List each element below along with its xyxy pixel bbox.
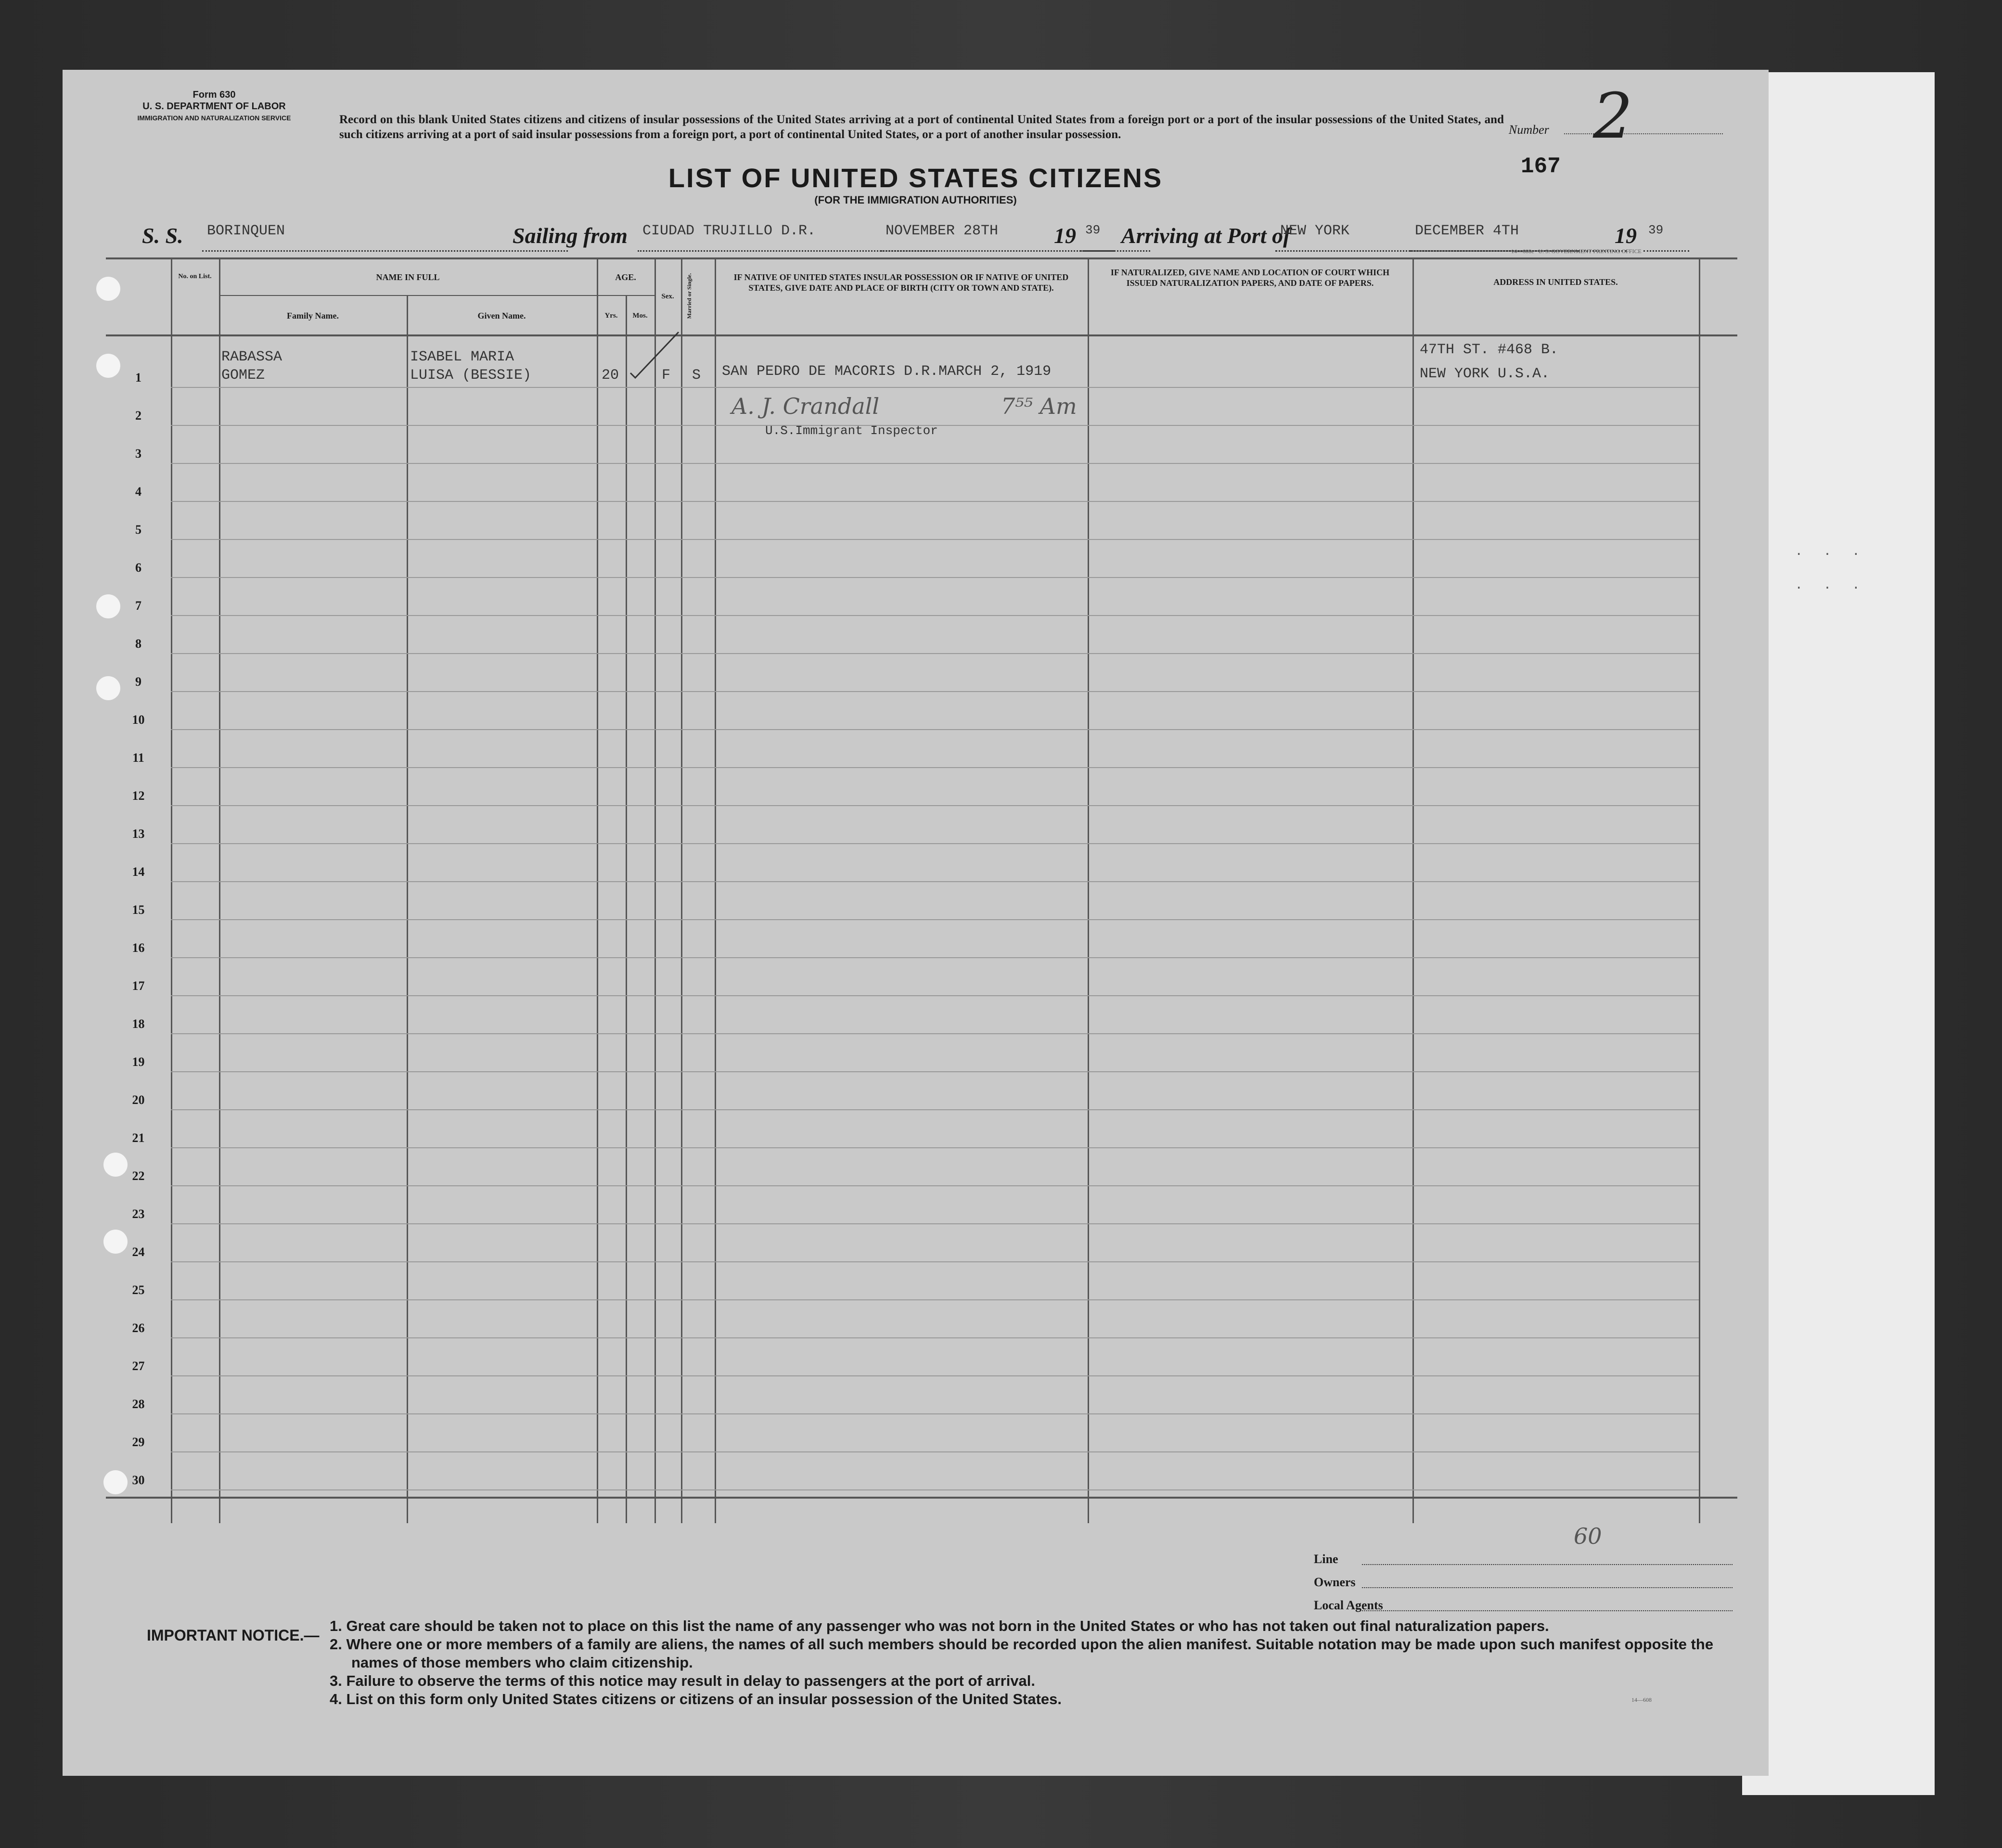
arrival-date: DECEMBER 4TH [1410,223,1627,252]
col-divider [219,257,220,1523]
notice-item-2: 2. Where one or more members of a family are aliens, the names of all such members should be recorded upon the alien manifest. Suitable notation may be made upon such manifest opposite the names of those members who claim citizenship. [330,1636,1714,1671]
punch-hole [96,277,120,301]
row-rule [171,1071,1699,1072]
age-years: 20 [602,367,619,384]
table-bottom-rule [106,1497,1737,1499]
row-rule [171,729,1699,730]
form-number: Form 630 [192,90,236,100]
name-subheader-rule [219,295,638,296]
col-header-given: Given Name. [477,311,526,321]
marital-value: S [692,367,701,384]
punch-hole [103,1153,128,1177]
row-number: 18 [132,1017,145,1031]
row-number: 15 [132,903,145,917]
print-code: 14—608c U. S. GOVERNMENT PRINTING OFFICE [1511,248,1642,255]
row-rule [171,615,1699,616]
arrival-port: NEW YORK [1275,223,1578,252]
row-number: 6 [135,561,141,575]
col-header-no: No. on List. [178,273,212,280]
col-header-name: NAME IN FULL [376,272,440,282]
col-divider [681,257,682,1523]
row-number: 7 [135,599,141,613]
inspection-time: 7⁵⁵ Am [1001,393,1077,419]
row-rule [171,1413,1699,1414]
inspector-signature: A. J. Crandall [732,393,880,419]
row-number: 27 [132,1359,145,1373]
form-instructions: Record on this blank United States citizens and citizens of insular possessions of the United States arriving at a port of continental United States from a foreign port or a port of the insular possessions of the United States, and such citizens arriving at a port of said insular possessions from a foreign port, a port of continental United States, or a port of another insular possession. [339,113,1504,141]
row-number: 9 [135,675,141,689]
page-mark: . . . [1795,578,1867,592]
col-header-age: AGE. [615,272,636,282]
row-rule [171,767,1699,768]
row-rule [171,539,1699,540]
row-number: 13 [132,827,145,841]
margin-note: 60 [1574,1523,1602,1549]
page-subtitle: (FOR THE IMMIGRATION AUTHORITIES) [814,194,1017,206]
given-name-line-2: LUISA (BESSIE) [410,367,532,384]
line-label: Line [1314,1552,1338,1566]
col-header-yrs: Yrs. [604,312,618,320]
important-notice [330,1617,1749,1708]
row-number: 25 [132,1283,145,1297]
row-rule [171,501,1699,502]
table-top-rule [106,257,1737,259]
departure-port: CIUDAD TRUJILLO D.R. [638,223,936,252]
row-number: 24 [132,1245,145,1259]
row-number: 21 [132,1131,145,1145]
row-number: 10 [132,713,145,727]
given-name-line-1: ISABEL MARIA [410,349,514,365]
departure-date: NOVEMBER 28TH [881,223,1150,252]
col-divider [171,257,172,1523]
punch-hole [103,1230,128,1254]
col-divider [597,257,598,1523]
arrival-year: 39 [1643,223,1689,252]
row-rule [171,805,1699,806]
col-divider [1699,257,1700,1523]
row-rule [171,881,1699,882]
row-number: 28 [132,1397,145,1411]
row-rule [171,463,1699,464]
form-tag: 14—608 [1631,1696,1652,1703]
row-rule [171,1109,1699,1110]
row-number: 30 [132,1473,145,1487]
row-rule [171,1337,1699,1338]
row-number: 29 [132,1435,145,1449]
row-number: 26 [132,1321,145,1335]
row-number: 8 [135,637,141,651]
department-header [106,89,322,124]
col-header-birth: IF NATIVE OF UNITED STATES INSULAR POSSESSION OR IF NATIVE OF UNITED STATES, GIVE DATE AND PLACE OF BIRTH (CITY OR TOWN AND STATE). [733,272,1069,293]
number-label: Number [1509,123,1549,137]
row-number: 5 [135,523,141,537]
row-rule [171,995,1699,996]
page-mark: . . . [1795,544,1867,558]
handwritten-number: 2 [1593,79,1633,153]
notice-item-4: 4. List on this form only United States citizens or citizens of an insular possession of the United States. [330,1691,1062,1707]
col-header-naturalized: IF NATURALIZED, GIVE NAME AND LOCATION OF COURT WHICH ISSUED NATURALIZATION PAPERS, AND DATE OF PAPERS. [1110,268,1390,288]
page-title: LIST OF UNITED STATES CITIZENS [668,163,1163,193]
col-header-address: ADDRESS IN UNITED STATES. [1493,277,1618,287]
row-number: 2 [135,409,141,423]
row-rule [171,1299,1699,1300]
ss-label: S. S. [142,223,183,248]
check-mark [628,330,681,383]
service-name: IMMIGRATION AND NATURALIZATION SERVICE [137,114,291,122]
col-header-sex: Sex. [661,293,674,300]
col-header-marital: Married or Single. [686,273,693,319]
row-rule [171,653,1699,654]
row-rule [171,1489,1699,1490]
family-name-line-1: RABASSA [221,349,282,365]
row-rule [171,919,1699,920]
row-rule [171,1223,1699,1224]
punch-hole [96,354,120,378]
row-rule [171,957,1699,958]
line-field [1362,1564,1732,1565]
notice-item-1: 1. Great care should be taken not to place on this list the name of any passenger who was not born in the United States or who has not taken out final naturalization papers. [330,1617,1549,1634]
family-name-line-2: GOMEZ [221,367,265,384]
ship-name: BORINQUEN [202,223,568,252]
number-line [1564,133,1723,134]
row-number: 19 [132,1055,145,1069]
notice-heading: IMPORTANT NOTICE.— [147,1627,320,1644]
row-rule [171,1033,1699,1034]
row-rule [171,577,1699,578]
row-number: 23 [132,1207,145,1221]
owners-label: Owners [1314,1575,1356,1589]
punch-hole [96,594,120,618]
punch-hole [103,1470,128,1494]
departure-year: 39 [1080,223,1114,252]
row-number: 12 [132,789,145,803]
row-rule [171,691,1699,692]
row-rule [171,1261,1699,1262]
passenger-table [106,257,1737,1523]
arriving-label: Arriving at Port of [1121,223,1291,248]
row-rule [171,1185,1699,1186]
col-divider [1088,257,1089,1523]
row-number: 14 [132,865,145,879]
row-rule [171,1451,1699,1452]
header-bottom-rule [106,334,1737,336]
department-name: U. S. DEPARTMENT OF LABOR [142,101,286,112]
row-rule [171,843,1699,844]
notice-item-3: 3. Failure to observe the terms of this notice may result in delay to passengers at the port of arrival. [330,1672,1036,1689]
stamped-number: 167 [1521,154,1561,179]
owners-field [1362,1587,1732,1588]
row-number: 17 [132,979,145,993]
col-divider [1412,257,1414,1523]
row-rule [171,1147,1699,1148]
row-number: 22 [132,1169,145,1183]
row-number: 20 [132,1093,145,1107]
row-number: 1 [135,371,141,385]
sailing-label: Sailing from [513,223,628,248]
col-divider [654,257,656,1523]
row-number: 4 [135,485,141,499]
underlying-page [1742,72,1935,1795]
local-agents-label: Local Agents [1314,1598,1383,1612]
row-number: 16 [132,941,145,955]
address-line-1: 47TH ST. #468 B. [1420,342,1559,358]
row-number: 11 [132,751,144,765]
row-rule [171,1375,1699,1376]
col-divider [407,295,408,1523]
col-header-family: Family Name. [287,311,339,321]
sex-value: F [662,367,671,384]
address-line-2: NEW YORK U.S.A. [1420,366,1550,382]
local-agents-field [1362,1610,1732,1611]
manifest-form [63,70,1769,1776]
inspector-title: U.S.Immigrant Inspector [765,424,938,438]
row-rule [171,387,1699,388]
col-divider [715,257,716,1523]
col-divider [626,295,627,1523]
col-header-mos: Mos. [632,312,648,320]
year-prefix: 19 [1054,223,1076,248]
punch-hole [96,676,120,700]
birth-place-date: SAN PEDRO DE MACORIS D.R.MARCH 2, 1919 [722,363,1052,380]
year-prefix: 19 [1615,223,1637,248]
row-number: 3 [135,447,141,461]
